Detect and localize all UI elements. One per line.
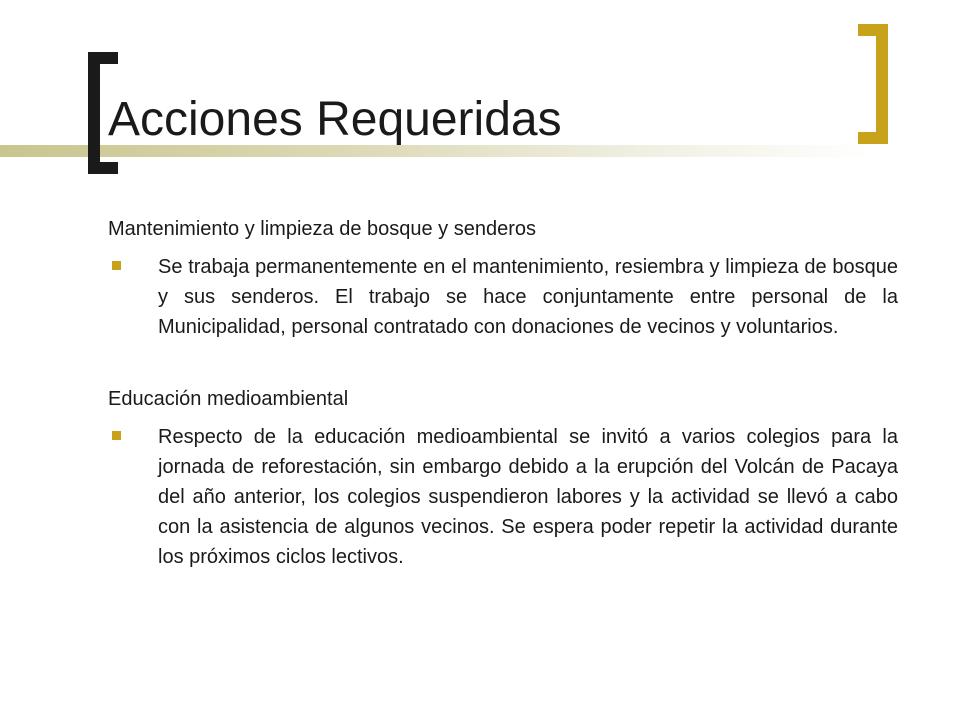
bullet-text-maintenance: Se trabaja permanentemente en el mantenimiento, resiembra y limpieza de bosque y sus senderos. El trabajo se hace conjuntamente entre personal de la Municipalidad, personal contratado con donaciones de vecinos y voluntarios. <box>158 256 898 338</box>
section-heading-maintenance: Mantenimiento y limpieza de bosque y senderos <box>108 218 537 240</box>
right-bracket-top-bar <box>858 24 888 36</box>
slide-content <box>108 214 898 572</box>
bullet-item-education <box>108 422 898 572</box>
right-bracket-icon <box>876 24 888 144</box>
left-bracket-icon <box>88 52 100 174</box>
bullet-item-maintenance <box>108 252 898 342</box>
bullet-text-education: Respecto de la educación medioambiental se invitó a varios colegios para la jornada de reforestación, sin embargo debido a la erupción del Volcán de Pacaya del año anterior, los colegios suspendieron labores y la actividad se llevó a cabo con la asistencia de algunos vecinos. Se espera poder repetir la actividad durante los próximos ciclos lectivos. <box>158 426 898 568</box>
left-bracket-top-bar <box>88 52 118 64</box>
slide-title: Acciones Requeridas <box>108 93 562 146</box>
section-heading-education: Educación medioambiental <box>108 388 349 410</box>
square-bullet-icon <box>112 261 121 270</box>
left-bracket-bottom-bar <box>88 162 118 174</box>
square-bullet-icon <box>112 431 121 440</box>
right-bracket-bottom-bar <box>858 132 888 144</box>
